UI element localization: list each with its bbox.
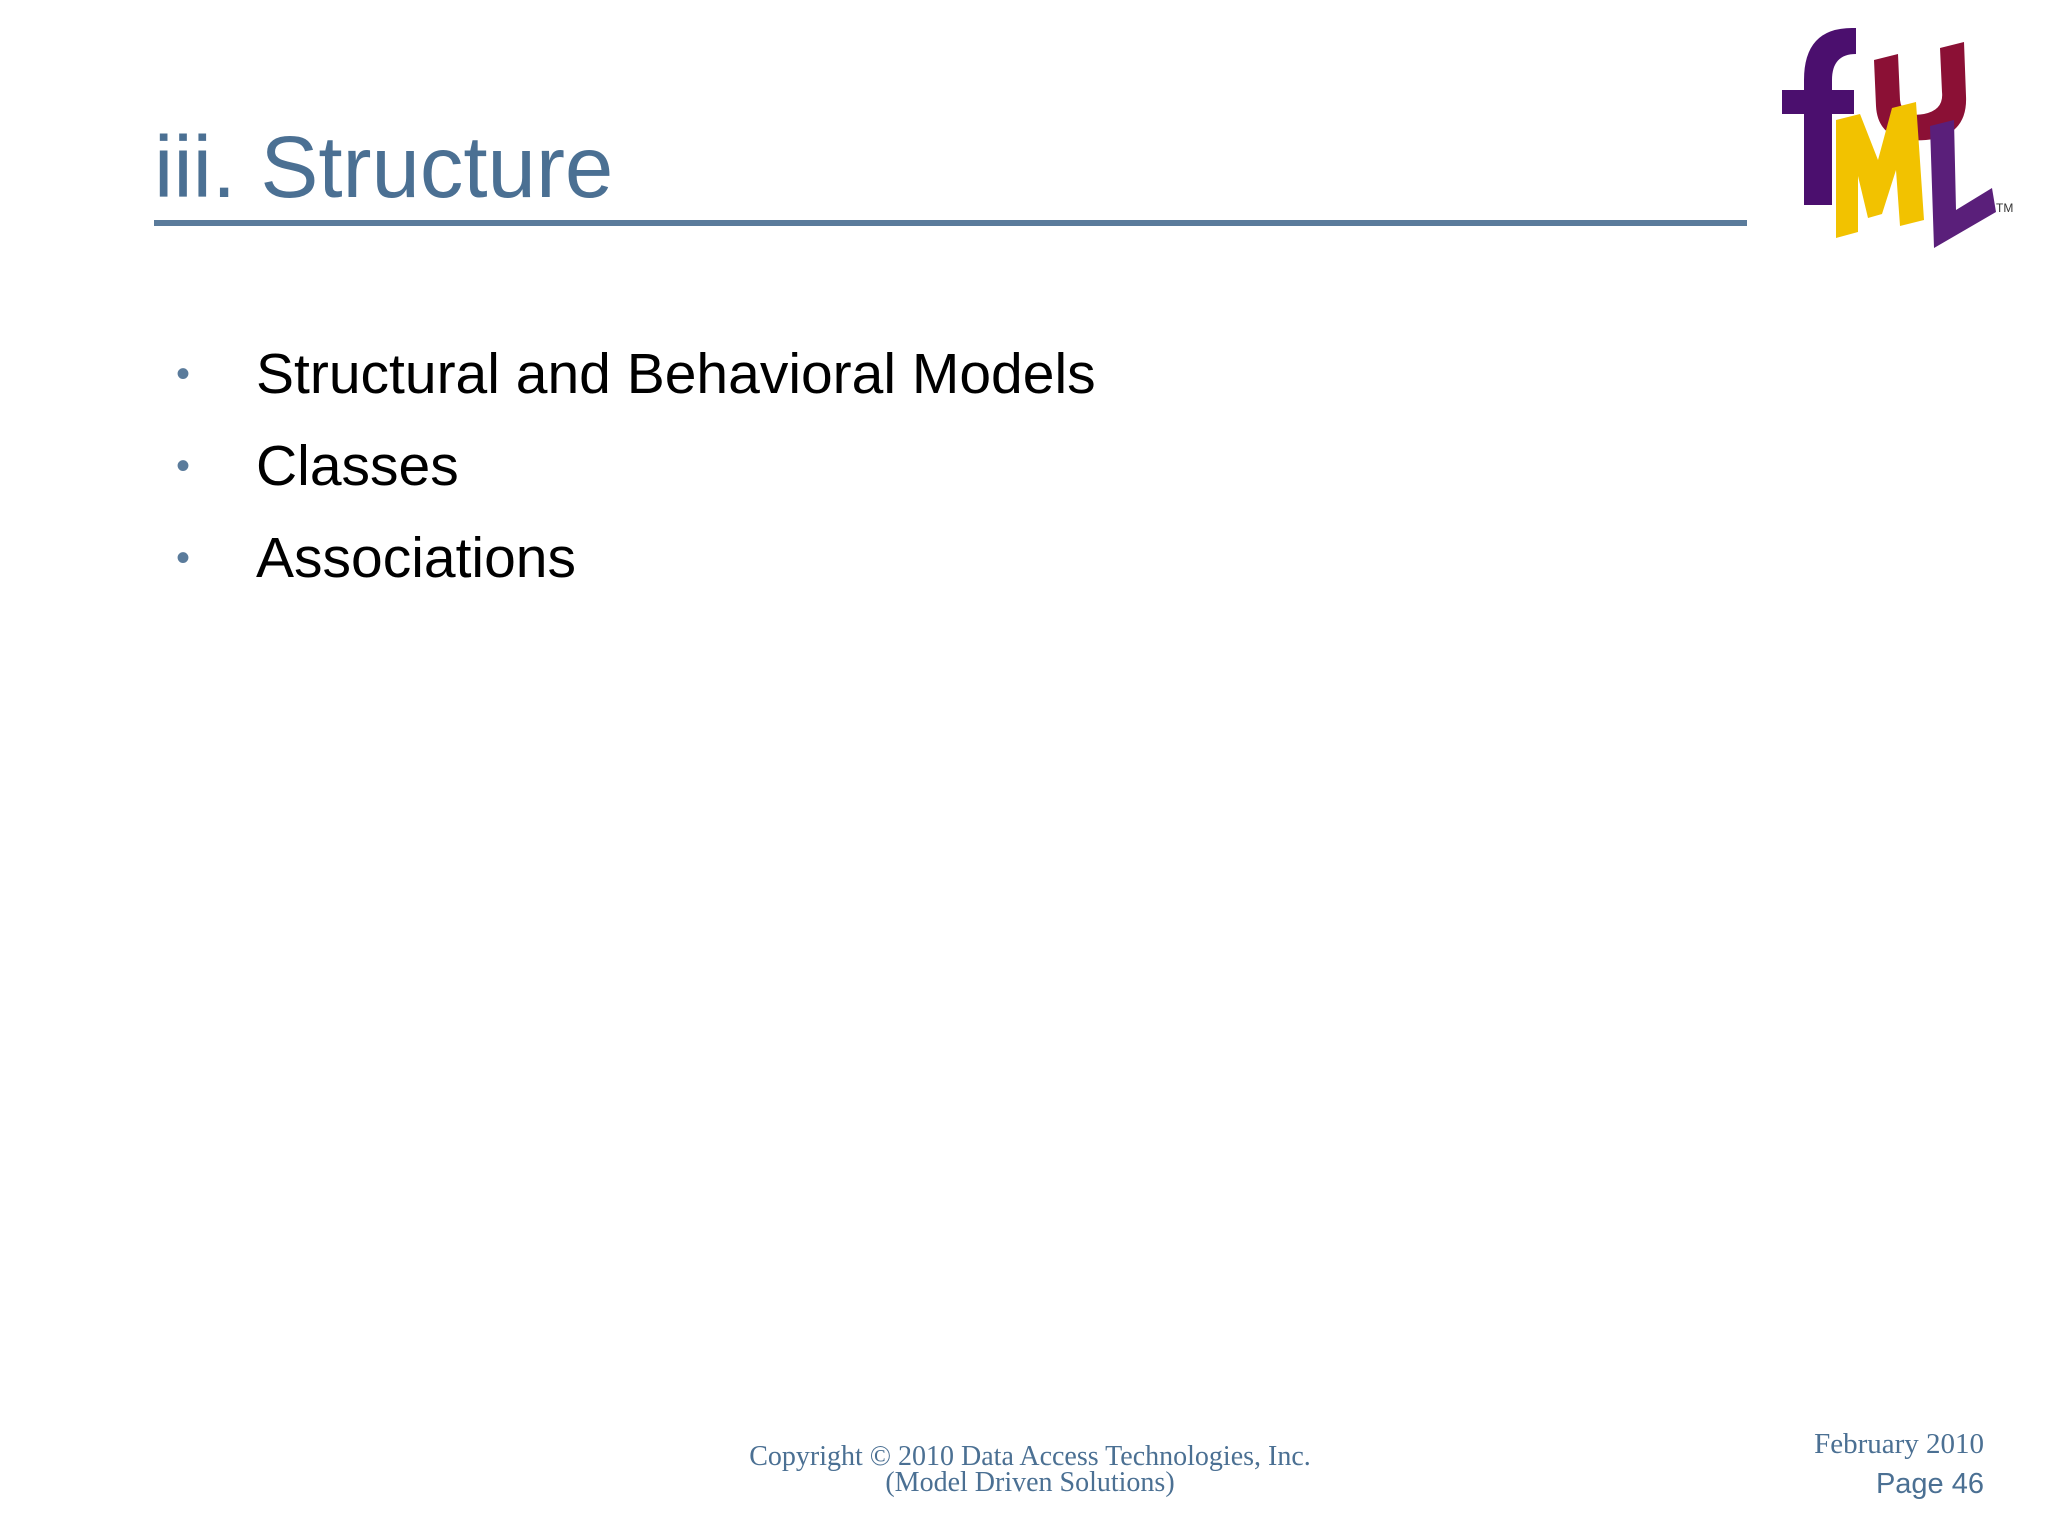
bullet-item [170, 512, 1096, 604]
bullet-item [170, 420, 1096, 512]
page-number: Page 46 [1875, 1468, 1984, 1500]
title-underline [154, 220, 1747, 226]
bullet-text: Classes [256, 434, 459, 498]
slide-title: iii. Structure [154, 119, 614, 216]
footer-copyright [680, 1441, 1380, 1498]
bullet-text: Structural and Behavioral Models [256, 342, 1096, 406]
footer-date: February 2010 [1814, 1428, 1984, 1460]
logo-letter-l [1930, 120, 1996, 248]
bullet-marker: • [176, 444, 191, 488]
bullet-text: Associations [256, 526, 576, 590]
bullet-item [170, 328, 1096, 420]
logo-trademark: TM [1996, 201, 2014, 215]
bullet-list [170, 328, 1096, 604]
copyright-subline: (Model Driven Solutions) [885, 1467, 1175, 1498]
bullet-marker: • [176, 352, 191, 396]
bullet-marker: • [176, 536, 191, 580]
copyright-line: Copyright © 2010 Data Access Technologies, Inc. [749, 1441, 1311, 1472]
fuml-logo [1774, 10, 2014, 260]
